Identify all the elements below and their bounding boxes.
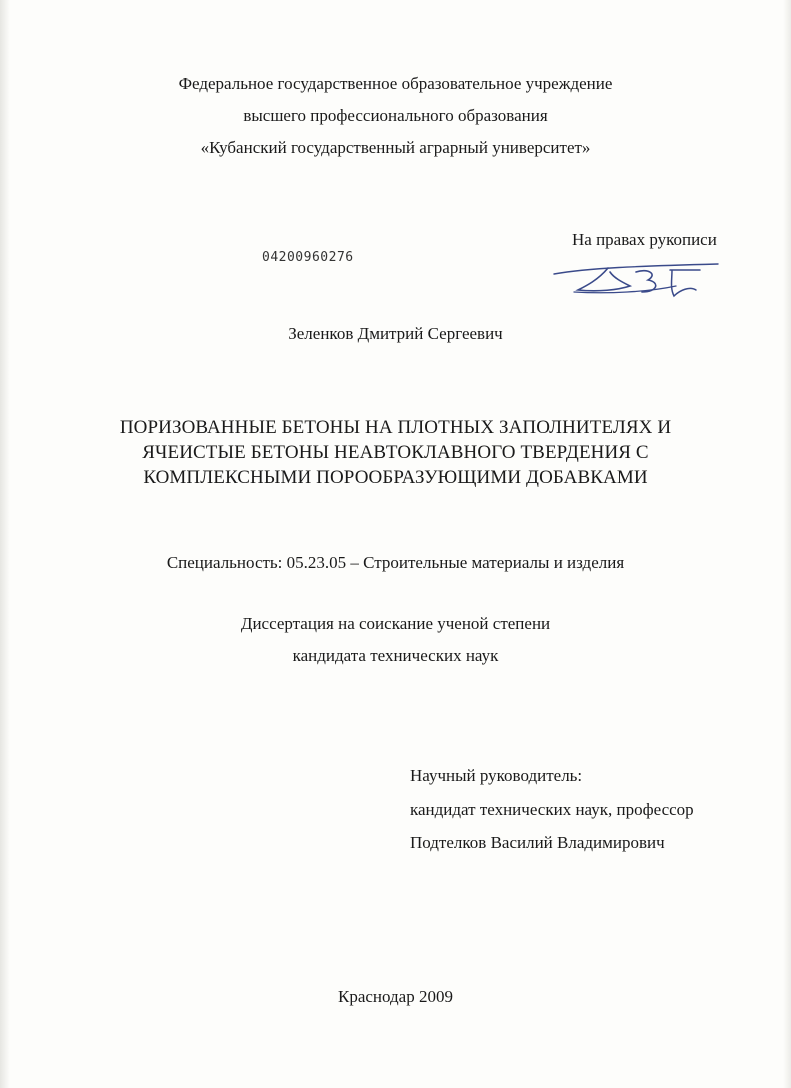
specialty: Специальность: 05.23.05 – Строительные материалы и изделия	[166, 553, 625, 572]
title-line-3: КОМПЛЕКСНЫМИ ПОРООБРАЗУЮЩИМИ ДОБАВКАМИ	[143, 467, 648, 488]
supervisor-rank: кандидат технических наук, профессор	[410, 800, 694, 819]
scan-shadow-left	[0, 0, 10, 1088]
scan-shadow-right	[783, 0, 791, 1088]
signature-image	[548, 256, 728, 304]
institution-line-3: «Кубанский государственный аграрный университет»	[200, 138, 591, 157]
manuscript-note: На правах рукописи	[572, 230, 717, 249]
institution-line-1: Федеральное государственное образовательное учреждение	[178, 74, 613, 93]
author-name: Зеленков Дмитрий Сергеевич	[288, 324, 503, 343]
inventory-number: 04200960276	[262, 250, 354, 265]
place-year: Краснодар 2009	[338, 987, 453, 1006]
institution-line-2: высшего профессионального образования	[243, 106, 548, 125]
degree-line-2: кандидата технических наук	[292, 646, 499, 665]
degree-line-1: Диссертация на соискание ученой степени	[240, 614, 551, 633]
supervisor-name: Подтелков Василий Владимирович	[410, 833, 665, 852]
title-line-2: ЯЧЕИСТЫЕ БЕТОНЫ НЕАВТОКЛАВНОГО ТВЕРДЕНИЯ С	[142, 442, 649, 463]
supervisor-label: Научный руководитель:	[410, 766, 583, 785]
title-line-1: ПОРИЗОВАННЫЕ БЕТОНЫ НА ПЛОТНЫХ ЗАПОЛНИТЕЛЯХ И	[119, 417, 672, 438]
